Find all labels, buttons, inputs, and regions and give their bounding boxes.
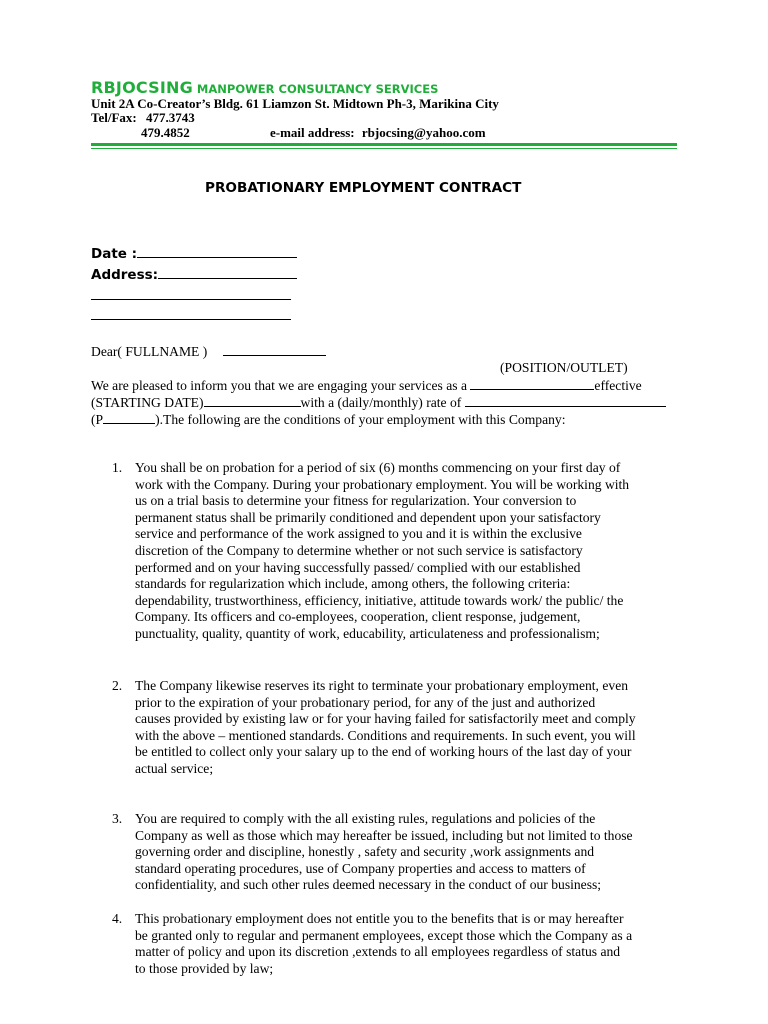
condition-3-line: governing order and discipline, honestly , safety and security ,work assignments and (135, 844, 595, 860)
condition-1-line: discretion of the Company to determine whether or not such service is satisfactory (135, 542, 583, 558)
company-name-rest: MANPOWER CONSULTANCY SERVICES (192, 82, 439, 96)
condition-2-line: with the above – mentioned standards. Conditions and requirements. In such event, you will (135, 727, 636, 743)
starting-date-text: (STARTING DATE) (91, 395, 204, 410)
condition-1-line: punctuality, quality, quantity of work, educability, articulateness and professionalism; (135, 625, 600, 641)
address-blank (158, 266, 297, 279)
company-name-main: RBJOCSING (91, 78, 193, 97)
address-blank-line-2 (91, 299, 291, 300)
engagement-line-2 (91, 394, 666, 411)
condition-4-line: This probationary employment does not entitle you to the benefits that is or may hereafter (135, 911, 624, 926)
date-blank (137, 245, 297, 258)
effective-text: effective (594, 378, 642, 393)
condition-3-text (135, 811, 633, 894)
condition-1-number: 1. (112, 460, 123, 475)
condition-3-line: standard operating procedures, use of Company properties and access to matters of (135, 860, 586, 876)
telephone-2: 479.4852 (141, 125, 190, 140)
condition-4-number: 4. (112, 911, 123, 926)
salutation-dear (91, 343, 326, 360)
address-field (91, 266, 297, 283)
telfax-line (91, 110, 195, 126)
condition-1-line: standards for regularization which include, among others, the following criteria: (135, 576, 571, 592)
peso-open: (P (91, 412, 104, 427)
condition-1-line: permanent status shall be primarily conditioned and dependent upon your satisfactory (135, 509, 601, 525)
condition-1-line: us on a trial basis to determine your fitness for regularization. Your conversion to (135, 493, 577, 509)
condition-2-text (135, 678, 636, 778)
engagement-text: We are pleased to inform you that we are engaging your services as a (91, 378, 467, 393)
date-label: Date : (91, 246, 138, 262)
condition-1-line: work with the Company. During your probationary employment. You will be working with (135, 476, 630, 492)
starting-date-blank (204, 394, 301, 407)
position-outlet-label: (POSITION/OUTLET) (500, 360, 628, 375)
condition-2-line: prior to the expiration of your probationary period, for any of the just and authorized (135, 694, 596, 710)
email-label: e-mail address: (270, 125, 355, 140)
position-blank (470, 377, 594, 390)
date-field (91, 245, 297, 262)
email-line (270, 125, 486, 141)
conditions-intro: ).The following are the conditions of your employment with this Company: (155, 412, 566, 427)
rate-blank (465, 394, 666, 407)
telfax-label: Tel/Fax: (91, 110, 137, 125)
engagement-line-3 (91, 411, 565, 428)
company-address: Unit 2A Co-Creator’s Bldg. 61 Liamzon St. Midtown Ph-3, Marikina City (91, 96, 499, 111)
condition-4-line: to those provided by law; (135, 960, 274, 976)
engagement-line-1 (91, 377, 642, 394)
condition-4-text (135, 911, 632, 977)
telephone-1: 477.3743 (146, 110, 195, 125)
company-name (91, 78, 438, 97)
condition-2-number: 2. (112, 678, 123, 693)
header-divider-thick (91, 143, 677, 146)
condition-3-number: 3. (112, 811, 123, 826)
address-blank-line-3 (91, 319, 291, 320)
rate-text: with a (daily/monthly) rate of (300, 395, 462, 410)
condition-1-line: service and performance of the work assigned to you and it is within the exclusive (135, 526, 582, 542)
condition-1-line: You shall be on probation for a period of six (6) months commencing on your first day of (135, 460, 621, 475)
condition-4-line: matter of policy and upon its discretion ,extends to all employees regardless of status and (135, 944, 621, 960)
condition-3-line: Company as well as those which may hereafter be issued, including but not limited to those (135, 827, 633, 843)
document-title: PROBATIONARY EMPLOYMENT CONTRACT (205, 180, 522, 196)
condition-2-line: The Company likewise reserves its right to terminate your probationary employment, even (135, 678, 629, 693)
condition-3-line: confidentiality, and such other rules deemed necessary in the conduct of our business; (135, 877, 602, 893)
condition-2-line: be entitled to collect only your salary up to the end of working hours of the last day of your (135, 744, 632, 760)
header-divider-thin (91, 148, 677, 149)
address-label: Address: (91, 267, 159, 283)
condition-1-line: performed and on your having successfully passed/ complied with our established (135, 559, 581, 575)
condition-3-line: You are required to comply with the all existing rules, regulations and policies of the (135, 811, 596, 826)
fullname-blank (223, 343, 326, 356)
condition-1-text (135, 460, 629, 643)
condition-2-line: actual service; (135, 760, 214, 776)
dear-fullname: Dear( FULLNAME ) (91, 344, 208, 359)
condition-2-line: causes provided by existing law or for your having failed for satisfactorily meet and comply (135, 711, 636, 727)
condition-1-line: dependability, trustworthiness, efficiency, initiative, attitude towards work/ the public/ the (135, 592, 624, 608)
condition-4-line: be granted only to regular and permanent employees, except those which the Company as a (135, 927, 633, 943)
condition-1-line: Company. Its officers and co-employees, cooperation, client response, judgement, (135, 609, 581, 625)
peso-amount-blank (103, 411, 155, 424)
email-address: rbjocsing@yahoo.com (361, 125, 486, 140)
